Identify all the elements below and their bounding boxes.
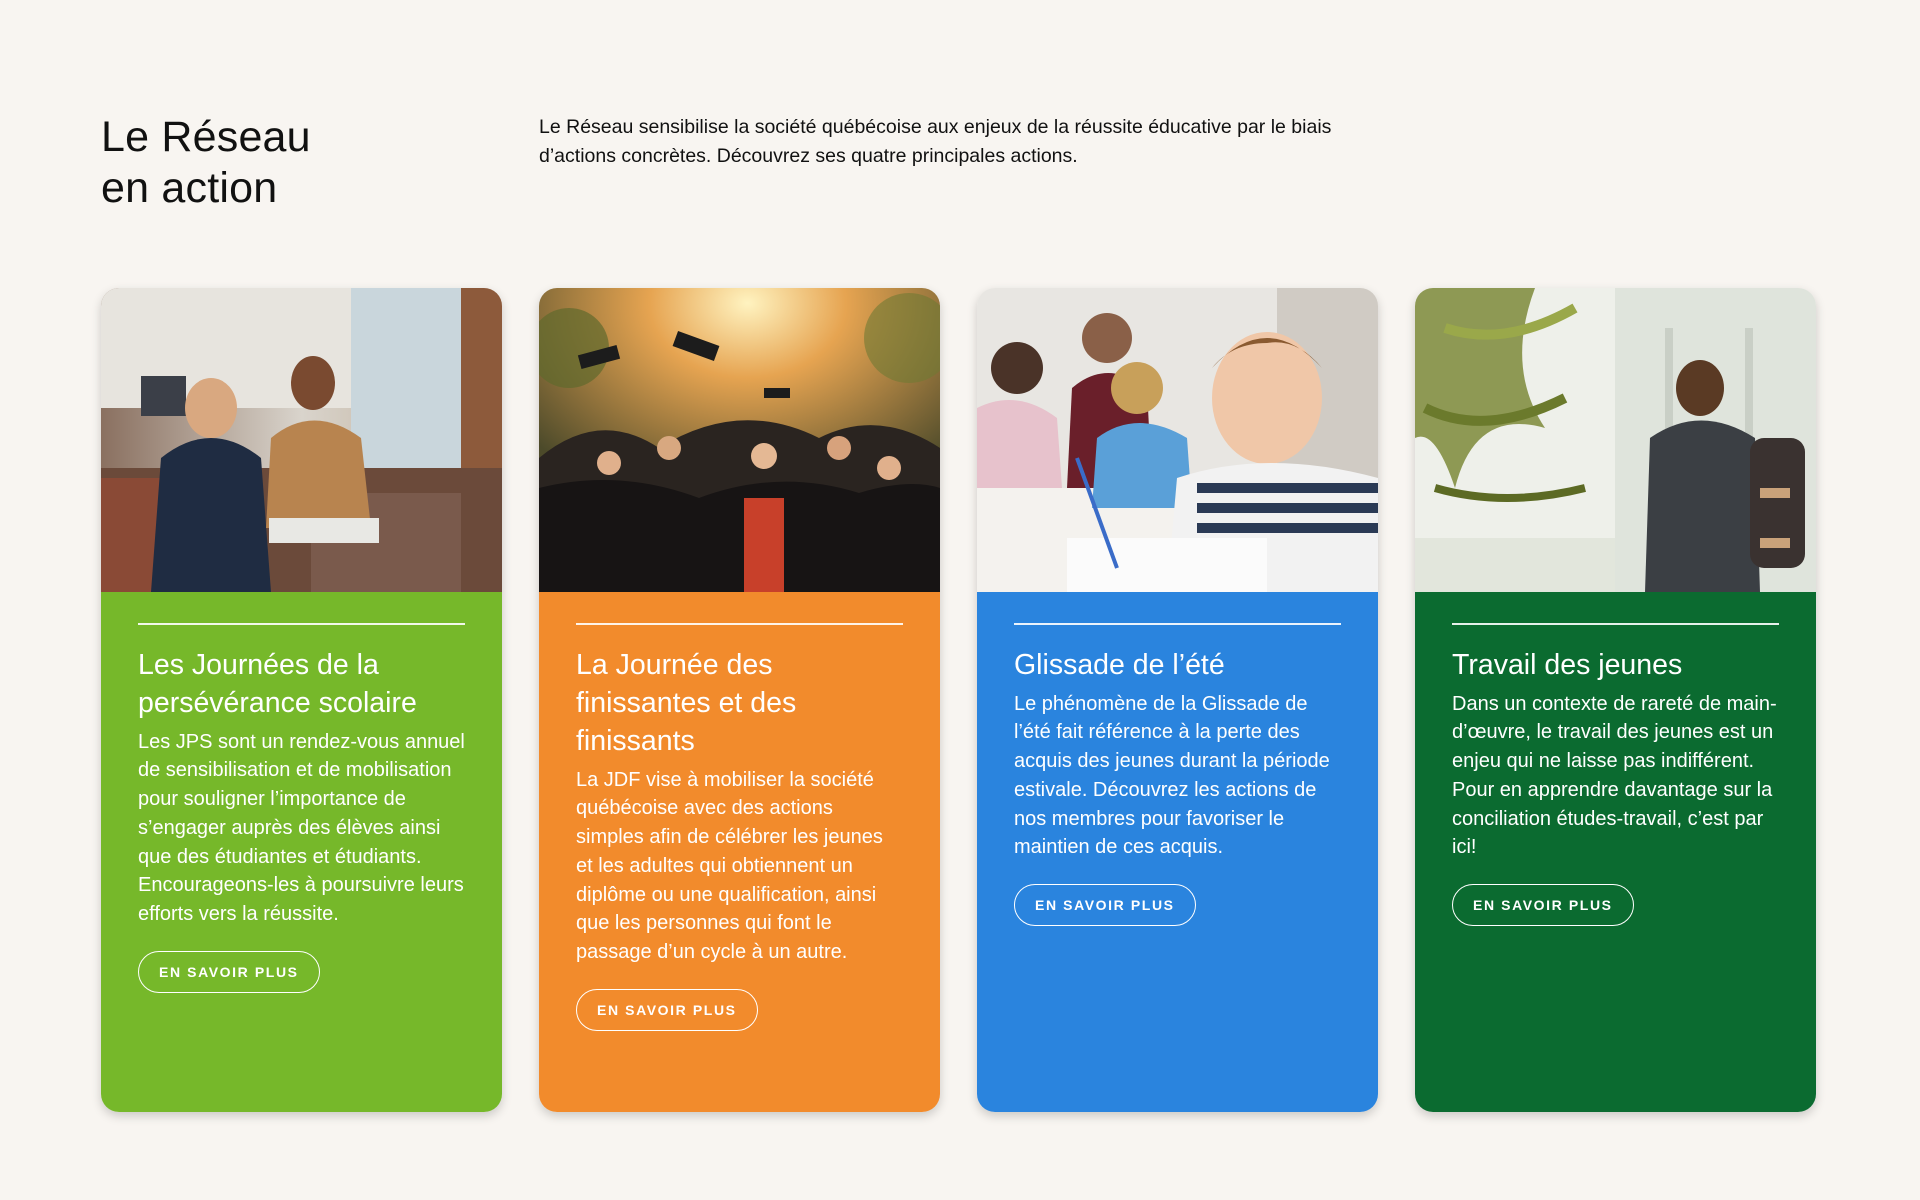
card-glissade-text: Le phénomène de la Glissade de l’été fait référence à la perte des acquis des jeunes durant la période estivale. Découvrez les actions de nos membres pour favoriser le maintien de ces acquis. [1014,692,1330,859]
card-glissade-body [977,592,1378,1112]
card-jdf-learn-more-button[interactable]: EN SAVOIR PLUS [576,989,758,1031]
card-jps-image [101,288,502,592]
card-travail-learn-more-button[interactable]: EN SAVOIR PLUS [1452,884,1634,926]
card-jdf [539,288,940,1112]
card-glissade-image [977,288,1378,592]
card-jps [101,288,502,1112]
card-glissade-learn-more-button[interactable]: EN SAVOIR PLUS [1014,884,1196,926]
card-travail-title: Travail des jeunes [1452,648,1683,681]
section-title [101,112,311,214]
card-travail-image [1415,288,1816,592]
card-jdf-text: La JDF vise à mobiliser la société québécoise avec des actions simples afin de célébrer les jeunes et les adultes qui obtiennent un diplôme ou une qualification, ainsi que les personnes qui font le passage d’un cycle à un autre. [576,768,883,964]
section-intro: Le Réseau sensibilise la société québécoise aux enjeux de la réussite éducative par le biais d’actions concrètes. Découvrez ses quatre principales actions. [539,116,1332,167]
card-travail-text: Dans un contexte de rareté de main-d’œuvre, le travail des jeunes est un enjeu qui ne laisse pas indifférent. Pour en apprendre davantage sur la conciliation études-travail, c’est par ici! [1452,692,1777,859]
card-glissade-title: Glissade de l’été [1014,648,1225,681]
card-jdf-title: La Journée des finissantes et des finissants [576,648,797,757]
card-jps-text: Les JPS sont un rendez-vous annuel de sensibilisation et de mobilisation pour souligner l’importance de s’engager auprès des élèves ainsi que des étudiantes et étudiants. Encourageons-les à poursuivre leurs efforts vers la réussite. [138,730,465,926]
card-divider [1452,623,1779,625]
card-glissade [977,288,1378,1112]
section-title-line2: en action [101,164,278,212]
card-travail-body [1415,592,1816,1112]
card-jps-learn-more-button[interactable]: EN SAVOIR PLUS [138,951,320,993]
card-travail [1415,288,1816,1112]
card-divider [138,623,465,625]
card-jdf-image [539,288,940,592]
section-title-line1: Le Réseau [101,113,311,161]
card-jdf-body [539,592,940,1112]
card-jps-body [101,592,502,1112]
card-divider [576,623,903,625]
card-jps-title: Les Journées de la persévérance scolaire [138,648,417,719]
card-divider [1014,623,1341,625]
